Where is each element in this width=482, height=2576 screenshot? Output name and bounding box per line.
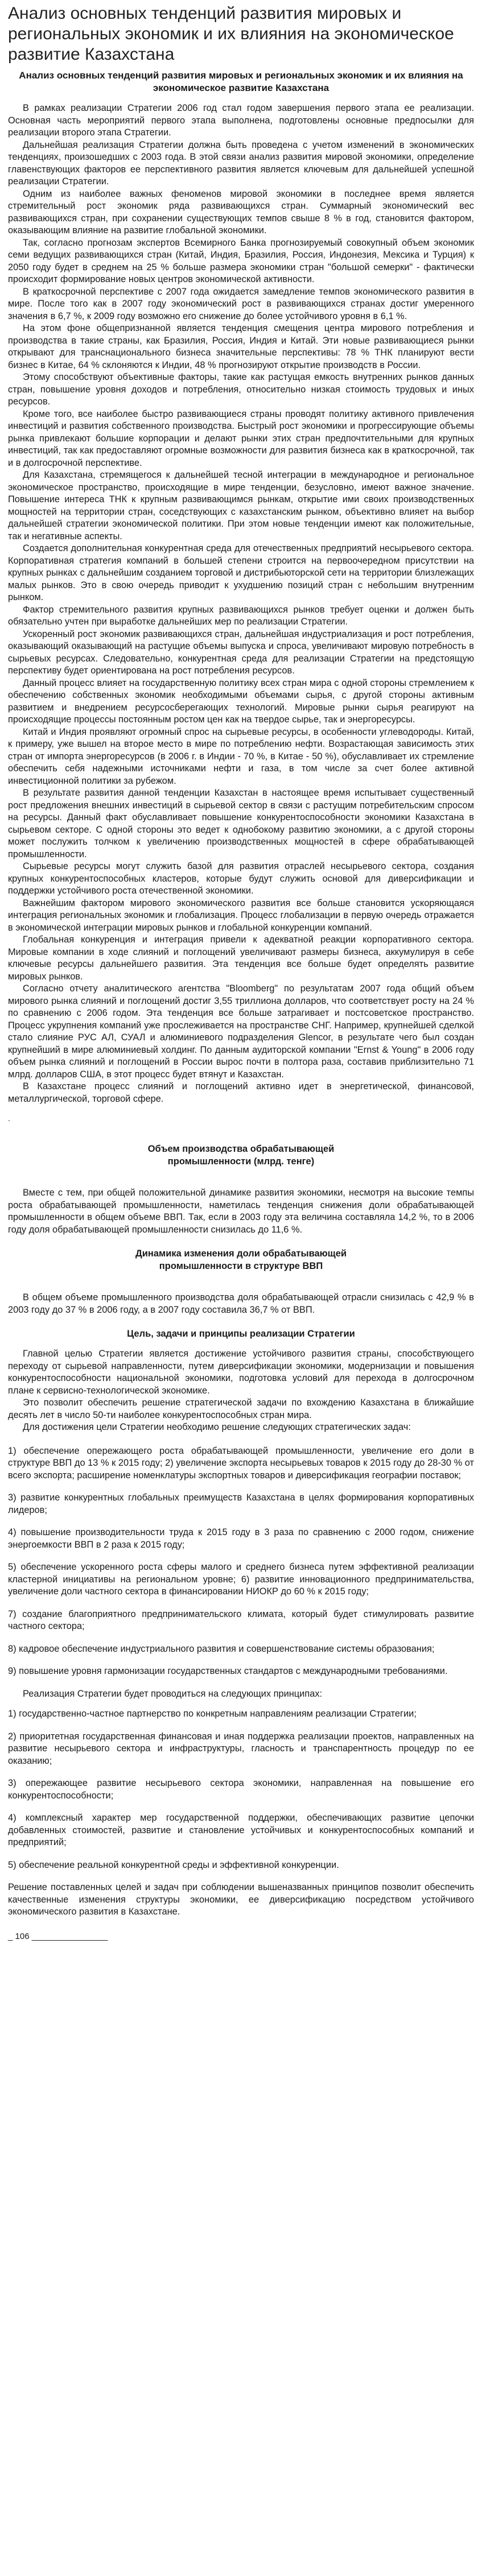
intro-paragraph: Важнейшим фактором мирового экономического развития все больше становится ускоряющаяся интеграция региональных экономик и глобализация. Процесс глобализации в первую очередь отражается в экономической интеграции мировых рынков и глобальной конкуренции компаний. <box>8 898 474 933</box>
task-item: 9) повышение уровня гармонизации государственных стандартов с международными требованиями. <box>8 1666 448 1676</box>
goals-paragraph: Главной целью Стратегии является достижение устойчивого развития страны, способствующего переходу от сырьевой направленности, путем диверсификации экономики, модернизации и повышения конкурентоспособности национальной экономики, подготовка условий для перехода в долгосрочном плане к сервисно-технологической экономике. <box>8 1349 474 1396</box>
task-item: 4) повышение производительности труда к 2015 году в 3 раза по сравнению с 2000 годом, снижение энергоемкости ВВП в 2 раза к 2015 году; <box>8 1527 474 1550</box>
task-item: 7) создание благоприятного предпринимательского климата, который будет стимулировать развитие частного сектора; <box>8 1609 474 1631</box>
intro-paragraph: В результате развития данной тенденции Казахстан в настоящее время испытывает существенный рост предложения внешних инвестиций в сырьевой сектор в связи с растущим потребительским спросом на ресурсы. Данный факт обуславливает повышение конкурентоспособности экономики Казахстана в сырьевом секторе. С одной стороны это ведет к однобокому развитию экономики, а с другой стороны может послужить толчком к увеличению производственных мощностей в сфере обрабатывающей промышленности. <box>8 788 474 859</box>
dynamics-section <box>8 1247 474 1316</box>
intro-paragraph: Данный процесс влияет на государственную политику всех стран мира с одной стороны стремлением к обеспечению собственных экономик необходимыми объемами сырья, с другой стороны активным развитием и внедрением ресурсосберегающих технологий. Мировые рынки сырья реагируют на происходящие процессы постоянным ростом цен как на твердое сырье, так и энергоресурсы. <box>8 677 474 725</box>
principle-item: 3) опережающее развитие несырьевого сектора экономики, направленная на повышение его конкурентоспособности; <box>8 1778 474 1801</box>
intro-paragraph: Дальнейшая реализация Стратегии должна быть проведена с учетом изменений в экономических тенденциях, произошедших с 2003 года. В этой связи анализ развития мировой экономики, определение главенствующих факторов ее перспективного развития является ключевым для дальнейшей успешной реализации Стратегии. <box>8 139 474 187</box>
intro-paragraph: В Казахстане процесс слияний и поглощений активно идет в энергетической, финансовой, металлургической, торговой сфере. <box>8 1081 474 1104</box>
volume-paragraph: Вместе с тем, при общей положительной динамике развития экономики, несмотря на высокие темпы роста обрабатывающей промышленности, наметилась тенденция снижения доли обрабатывающей промышленности в общем объеме ВВП. Так, если в 2003 году эта величина составляла 14,2 %, то в 2006 году доля обрабатывающей промышленности снизилась до 11,6 %. <box>8 1188 474 1235</box>
intro-paragraph: Кроме того, все наиболее быстро развивающиеся страны проводят политику активного привлечения инвестиций и развития собственного производства. Быстрый рост экономики и прогрессирующие объемы рынка привлекают большие корпорации и делают рынки этих стран предпочтительными для крупных инвестиций, так как предоставляют огромные возможности для развития бизнеса как в краткосрочной, так и в долгосрочной перспективе. <box>8 408 474 468</box>
goals-section <box>8 1328 474 1918</box>
separator-dot: . <box>8 1114 10 1123</box>
section-heading-dynamics: Динамика изменения доли обрабатывающей промышленности в структуре ВВП <box>135 1248 347 1271</box>
section-heading-volume: Объем производства обрабатывающей промышленности (млрд. тенге) <box>147 1144 335 1167</box>
intro-paragraph: Согласно отчету аналитического агентства "Bloomberg" по результатам 2007 года общий объем мирового рынка слияний и поглощений достиг 3,55 триллиона долларов, что соответствует росту на 24 % по сравнению с 2006 годом. Эта тенденция все больше затрагивает и постсоветское пространство. Процесс укрупнения компаний уже прослеживается на пространстве СНГ. Например, крупнейшей сделкой стало слияние РУС АЛ, СУАЛ и алюминиевого подразделения Glencor, в результате чего был создан крупнейший в мире алюминиевый холдинг. По данным аудиторской компании "Ernst & Young" в 2006 году объем рынка слияний и поглощений в России вырос почти в полтора раза, составив приблизительно 71 млрд. долларов США, в этот процесс будет втянут и Казахстан. <box>8 983 474 1080</box>
section-heading-goals: Цель, задачи и принципы реализации Стратегии <box>127 1329 355 1339</box>
task-item: 3) развитие конкурентных глобальных преимуществ Казахстана в целях формирования корпоративных лидеров; <box>8 1492 474 1515</box>
principles-intro: Реализация Стратегии будет проводиться на следующих принципах: <box>23 1688 323 1699</box>
task-item: 8) кадровое обеспечение индустриального развития и совершенствование системы образования; <box>8 1643 435 1654</box>
page-title: Анализ основных тенденций развития мировых и региональных экономик и их влияния на экономическое развитие Казахстана <box>8 4 454 64</box>
principle-item: 1) государственно-частное партнерство по конкретным направлениям реализации Стратегии; <box>8 1709 417 1719</box>
principle-item: 5) обеспечение реальной конкурентной среды и эффективной конкуренции. <box>8 1859 339 1870</box>
intro-paragraph: Одним из наиболее важных феноменов мировой экономики в последнее время является стремительный рост экономик ряда развивающихся стран. Суммарный экономический вес развивающихся стран, при сохранении существующих темпов свыше 8 % в год, становится фактором, оказывающим влияние на развитие глобальной экономики. <box>8 188 474 235</box>
intro-paragraph: Китай и Индия проявляют огромный спрос на сырьевые ресурсы, в особенности углеводороды. Китай, к примеру, уже вышел на второе место в мире по потреблению нефти. Возрастающая зависимость этих стран от импорта энергоресурсов (в 2006 г. в Индии - 70 %, в Китае - 50 %), обуславливает их стремление обеспечить себя надежными источниками нефти и газа, в том числе за счет более активной инвестиционной политики за рубежом. <box>8 726 474 786</box>
task-item: 5) обеспечение ускоренного роста сферы малого и среднего бизнеса путем эффективной реализации кластерной инициативы на региональном уровне; 6) развитие инновационного предпринимательства, увеличение доли частного сектора в финансировании НИОКР до 60 % к 2015 году; <box>8 1562 474 1597</box>
intro-paragraph: В краткосрочной перспективе с 2007 года ожидается замедление темпов экономического развития в мире. После того как в 2007 году экономический рост в развивающихся странах достиг умеренного значения в 6,7 %, к 2009 году возможно его снижение до более устойчивого уровня в 6,1 %. <box>8 286 474 321</box>
principle-item: 2) приоритетная государственная финансовая и иная поддержка реализации проектов, направленных на развитие несырьевого сектора и инфраструктуры, гласность и транспарентность процедур по ее оказанию; <box>8 1731 474 1766</box>
document-subtitle: Анализ основных тенденций развития мировых и региональных экономик и их влияния на экономическое развитие Казахстана <box>19 70 463 93</box>
task-item: 1) обеспечение опережающего роста обрабатывающей промышленности, увеличение его доли в структуре ВВП до 13 % к 2015 году; 2) увеличение экспорта несырьевых товаров к 2015 году до 28-30 % от всего экспорта; расширение номенклатуры экспортных товаров и диверсификация географии поставок; <box>8 1445 474 1481</box>
intro-paragraph: Глобальная конкуренция и интеграция привели к адекватной реакции корпоративного сектора. Мировые компании в ходе слияний и поглощений увеличивают размеры бизнеса, аккумулируя в себе ключевые ресурсы дальнейшего развития. Эта тенденция все больше будет определять развитие мировых рынков. <box>8 935 474 982</box>
intro-paragraph: Сырьевые ресурсы могут служить базой для развития отраслей несырьевого сектора, создания крупных конкурентоспособных кластеров, которые будут служить основой для диверсификации и поддержки устойчивого роста отечественной экономики. <box>8 861 474 896</box>
principle-item: 4) комплексный характер мер государственной поддержки, обеспечивающих развитие цепочки добавленных стоимостей, развитие и становление устойчивых и конкурентоспособных компаний и предприятий; <box>8 1813 474 1847</box>
dynamics-paragraph: В общем объеме промышленного производства доля обрабатывающей отрасли снизилась с 42,9 % в 2003 году до 37 % в 2006 году, а в 2007 году составила 36,7 % от ВВП. <box>8 1292 474 1315</box>
intro-paragraph: Создается дополнительная конкурентная среда для отечественных предприятий несырьевого сектора. Корпоративная стратегия компаний в большей степени строится на первоочередном присутствии на крупных рынках с дальнейшим созданием торговой и дистрибьюторской сети на территории близлежащих малых рынков. Это в свою очередь приводит к ухудшению позиций стран с небольшим внутренним рынком. <box>8 543 474 602</box>
intro-paragraph: Фактор стремительного развития крупных развивающихся рынков требует оценки и должен быть обязательно учтен при выработке дальнейших мер по реализации Стратегии. <box>8 604 474 627</box>
intro-paragraph: Так, согласно прогнозам экспертов Всемирного Банка прогнозируемый совокупный объем экономик семи ведущих развивающихся стран (Китай, Индия, Бразилия, Россия, Индонезия, Мексика и Турция) к 2050 году будет в среднем на 25 % больше размера экономики стран "большой семерки" - фактически происходит формирование новых центров экономической активности. <box>8 237 474 284</box>
page-number-footer: _ 106 ________________ <box>8 1931 108 1941</box>
tasks-list <box>8 1445 474 1678</box>
principle-item: Решение поставленных целей и задач при соблюдении вышеназванных принципов позволит обеспечить качественные изменения структуры экономики, ее диверсификацию посредством устойчивого экономического развития в Казахстане. <box>8 1882 474 1917</box>
intro-section <box>8 102 474 1105</box>
volume-section <box>8 1143 474 1236</box>
intro-paragraph: Для Казахстана, стремящегося к дальнейшей тесной интеграции в международное и региональное экономическое пространство, происходящие в мире тенденции, безусловно, имеют важное значение. Повышение интереса ТНК к крупным развивающимся рынкам, открытие ими своих производственных мощностей на территории стран, соседствующих с казахстанским рынком, объективно влияет на выбор дальнейшей стратегии экономической политики. При этом новые тенденции имеют как положительные, так и негативные аспекты. <box>8 470 474 541</box>
intro-paragraph: Ускоренный рост экономик развивающихся стран, дальнейшая индустриализация и рост потребления, оказывающий оказывающий на растущие объемы выпуска и спроса, увеличивают мировую потребность в сырьевых ресурсах. Следовательно, конкурентная среда для реализации Стратегии на предстоящую перспективу будет ориентирована на рост потребления ресурсов. <box>8 629 474 676</box>
intro-paragraph: Этому способствуют объективные факторы, такие как растущая емкость внутренних рынков данных стран, повышение уровня доходов и потребления, относительно низкая стоимость трудовых и иных ресурсов. <box>8 372 474 407</box>
intro-paragraph: В рамках реализации Стратегии 2006 год стал годом завершения первого этапа ее реализации. Основная часть мероприятий первого этапа выполнена, подготовлены основные предпосылки для реализации второго этапа Стратегии. <box>8 103 474 138</box>
goals-paragraph: Это позволит обеспечить решение стратегической задачи по вхождению Казахстана в ближайшие десять лет в число 50-ти наиболее конкурентоспособных стран мира. <box>8 1397 474 1420</box>
goals-paragraph: Для достижения цели Стратегии необходимо решение следующих стратегических задач: <box>23 1422 411 1432</box>
intro-paragraph: На этом фоне общепризнанной является тенденция смещения центра мирового потребления и производства в такие страны, как Бразилия, Россия, Индия и Китай. Эти новые развивающиеся рынки открывают для транснационального бизнеса значительные перспективы: 78 % ТНК планируют вести бизнес в Китае, 64 % склоняются к Индии, 48 % прогнозируют открытие производств в России. <box>8 323 474 370</box>
principles-list <box>8 1708 474 1918</box>
